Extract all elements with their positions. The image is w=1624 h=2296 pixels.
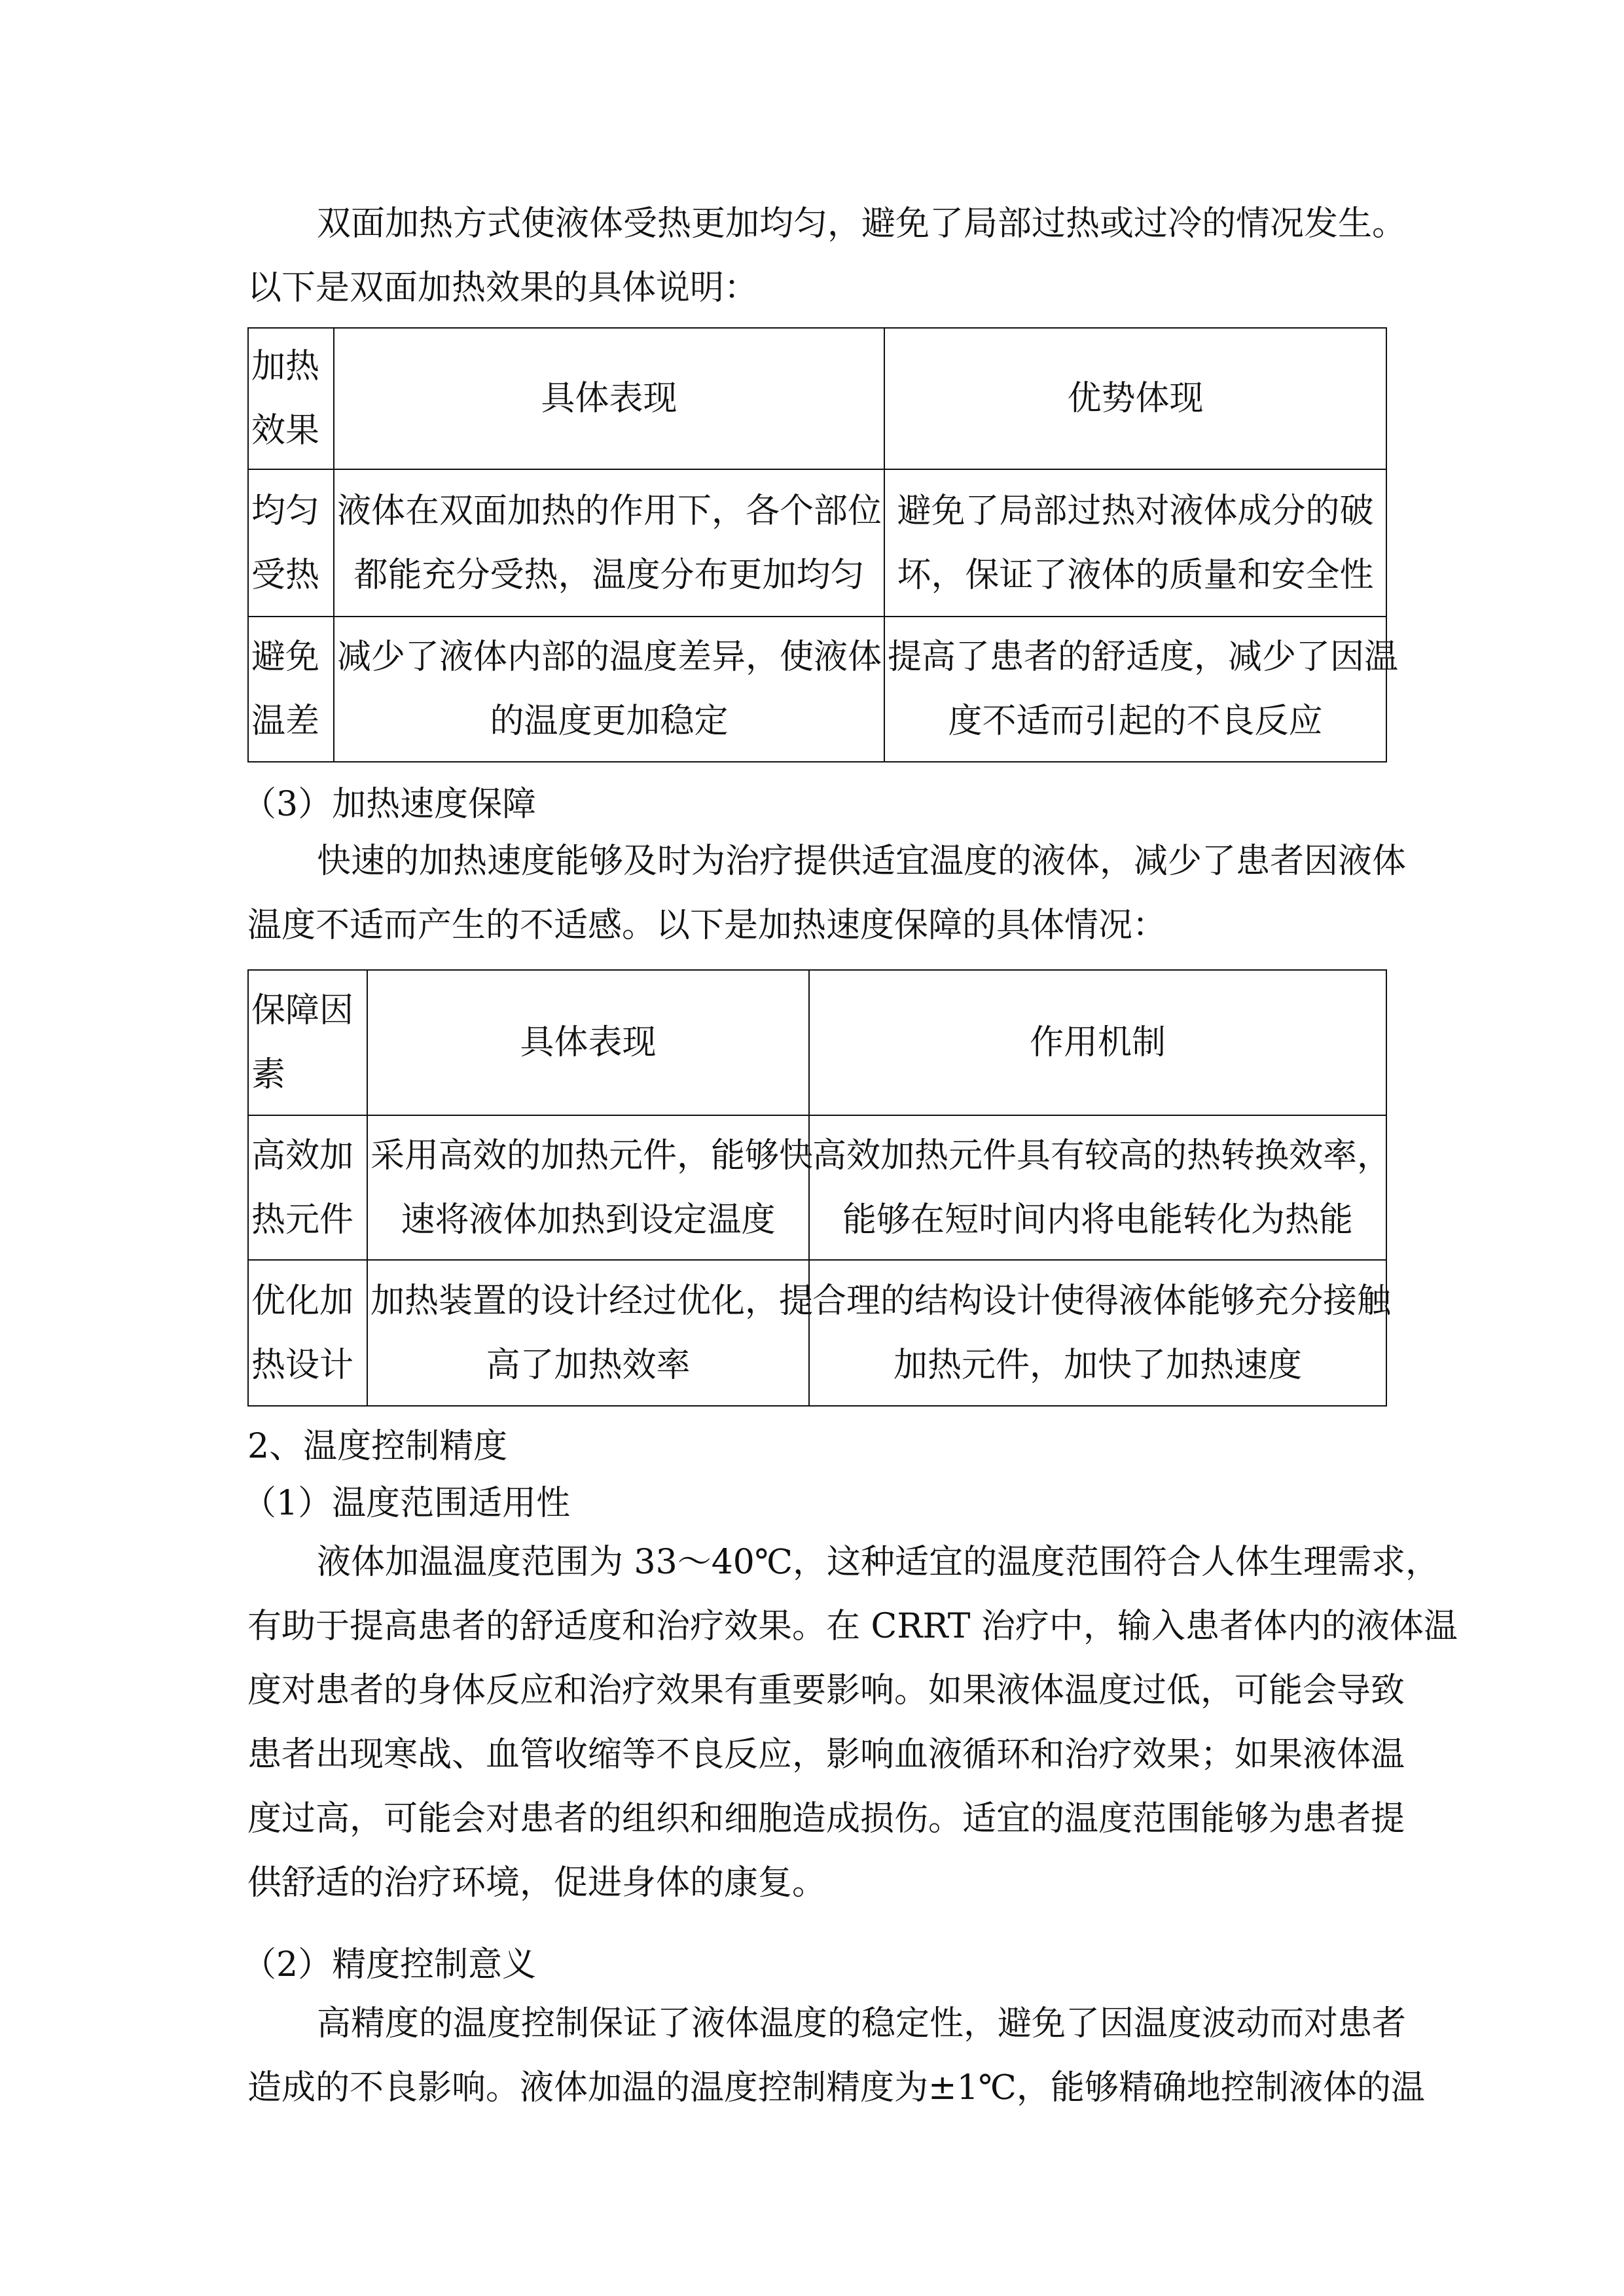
paragraph-line: 快速的加热速度能够及时为治疗提供适宜温度的液体，减少了患者因液体	[317, 842, 1407, 881]
table-cell	[367, 1260, 814, 1406]
table-cell	[884, 617, 1399, 762]
table-row	[248, 1115, 1386, 1260]
cell-text-line: 加热	[251, 347, 320, 386]
paragraph-line: 双面加热方式使液体受热更加均匀，避免了局部过热或过冷的情况发生。	[317, 204, 1407, 243]
heating-effect-table	[247, 327, 1399, 762]
table-header-cell	[248, 970, 367, 1115]
cell-text-line: 保障因	[251, 991, 354, 1030]
cell-text-line: 度不适而引起的不良反应	[948, 702, 1323, 741]
table-row	[248, 1260, 1386, 1406]
paragraph-line: 造成的不良影响。液体加温的温度控制精度为±1℃，能够精确地控制液体的温	[247, 2068, 1425, 2108]
cell-text-line: 受热	[251, 555, 320, 595]
heading-temperature-range: （1）温度范围适用性	[242, 1484, 571, 1523]
cell-text-line: 提高了患者的舒适度，减少了因温	[888, 637, 1399, 677]
cell-text-line: 优化加	[251, 1281, 354, 1321]
table-cell	[334, 469, 884, 617]
table-cell	[248, 1260, 367, 1406]
paragraph-heating-speed	[247, 829, 1407, 958]
cell-text-line: 坏，保证了液体的质量和安全性	[897, 555, 1374, 595]
cell-text-line: 能够在短时间内将电能转化为热能	[842, 1200, 1353, 1240]
table-cell	[334, 617, 884, 762]
table-row	[248, 469, 1386, 617]
cell-text-line: 热元件	[251, 1200, 354, 1240]
table-header-cell	[884, 328, 1386, 469]
cell-text-line: 高效加	[251, 1136, 354, 1175]
paragraph-double-sided-heating	[247, 192, 1407, 320]
table-cell	[809, 1115, 1392, 1260]
paragraph-line: 有助于提高患者的舒适度和治疗效果。在 CRRT 治疗中，输入患者体内的液体温	[247, 1607, 1458, 1646]
cell-text-line: 避免了局部过热对液体成分的破	[897, 491, 1374, 531]
table-header-row	[248, 970, 1386, 1115]
table-cell	[884, 469, 1386, 617]
table-header-cell	[248, 328, 334, 469]
table-cell	[809, 1260, 1392, 1406]
cell-text-line: 热设计	[251, 1345, 354, 1385]
cell-text-line: 具体表现	[520, 1023, 657, 1062]
cell-text-line: 温差	[251, 702, 320, 741]
table-cell	[248, 617, 334, 762]
paragraph-precision-significance	[247, 1992, 1425, 2120]
paragraph-line: 度对患者的身体反应和治疗效果有重要影响。如果液体温度过低，可能会导致	[247, 1671, 1405, 1710]
cell-text-line: 速将液体加热到设定温度	[401, 1200, 776, 1240]
paragraph-line: 以下是双面加热效果的具体说明：	[247, 268, 759, 308]
paragraph-line: 高精度的温度控制保证了液体温度的稳定性，避免了因温度波动而对患者	[317, 2004, 1407, 2043]
cell-text-line: 采用高效的加热元件，能够快	[370, 1136, 814, 1175]
heading-precision-significance: （2）精度控制意义	[242, 1945, 537, 1984]
cell-text-line: 具体表现	[541, 379, 677, 418]
cell-text-line: 加热元件，加快了加热速度	[893, 1345, 1302, 1385]
cell-text-line: 效果	[251, 411, 320, 450]
cell-text-line: 作用机制	[1029, 1023, 1166, 1062]
cell-text-line: 都能充分受热，温度分布更加均匀	[353, 555, 865, 595]
paragraph-temperature-range	[247, 1530, 1458, 1915]
cell-text-line: 素	[251, 1055, 286, 1094]
table-row	[248, 617, 1386, 762]
cell-text-line: 高了加热效率	[486, 1345, 691, 1385]
table-header-cell	[334, 328, 884, 469]
cell-text-line: 液体在双面加热的作用下，各个部位	[337, 491, 882, 531]
table-header-row	[248, 328, 1386, 469]
cell-text-line: 均匀	[251, 491, 320, 531]
table-cell	[367, 1115, 814, 1260]
heading-heating-speed: （3）加热速度保障	[242, 785, 537, 824]
paragraph-line: 供舒适的治疗环境，促进身体的康复。	[247, 1863, 827, 1903]
cell-text-line: 的温度更加稳定	[490, 702, 729, 741]
cell-text-line: 避免	[251, 637, 320, 677]
cell-text-line: 减少了液体内部的温度差异，使液体	[337, 637, 882, 677]
table-header-cell	[809, 970, 1386, 1115]
cell-text-line: 合理的结构设计使得液体能够充分接触	[812, 1281, 1392, 1321]
paragraph-line: 度过高，可能会对患者的组织和细胞造成损伤。适宜的温度范围能够为患者提	[247, 1799, 1405, 1839]
paragraph-line: 温度不适而产生的不适感。以下是加热速度保障的具体情况：	[247, 906, 1167, 945]
cell-text-line: 高效加热元件具有较高的热转换效率，	[812, 1136, 1392, 1175]
paragraph-line: 患者出现寒战、血管收缩等不良反应，影响血液循环和治疗效果；如果液体温	[247, 1735, 1405, 1774]
table-cell	[248, 1115, 367, 1260]
table-cell	[248, 469, 334, 617]
cell-text-line: 加热装置的设计经过优化，提	[370, 1281, 814, 1321]
paragraph-line: 液体加温温度范围为 33～40℃，这种适宜的温度范围符合人体生理需求，	[317, 1543, 1440, 1582]
heating-speed-table	[247, 969, 1392, 1407]
section-title-temperature-precision: 2、温度控制精度	[247, 1427, 508, 1466]
table-header-cell	[367, 970, 809, 1115]
cell-text-line: 优势体现	[1067, 379, 1204, 418]
